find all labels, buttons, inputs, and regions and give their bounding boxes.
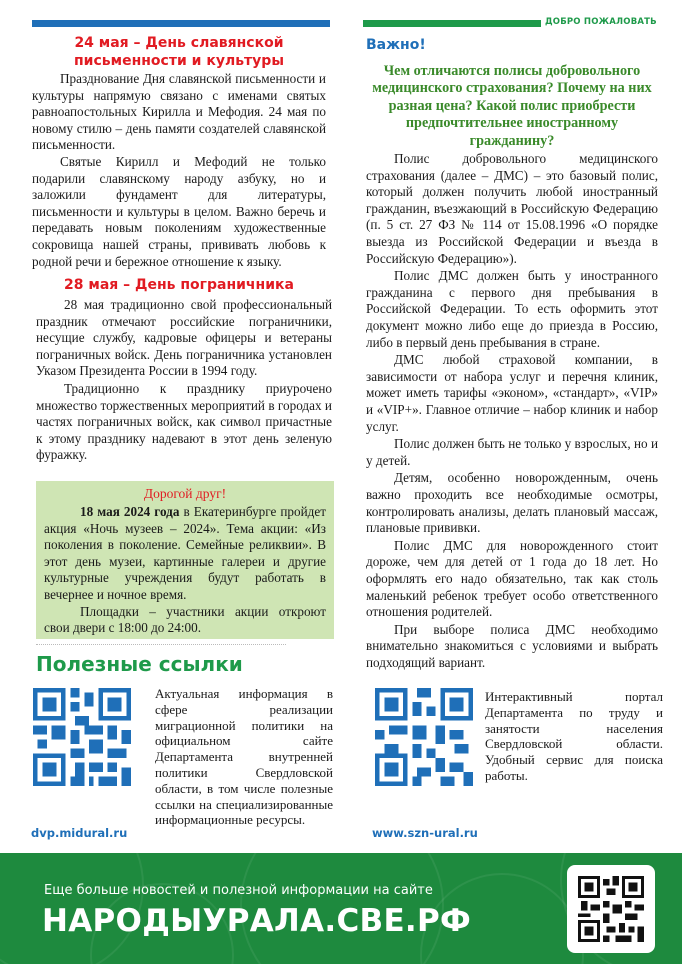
szn-ural-link[interactable]: www.szn-ural.ru <box>372 826 478 840</box>
dotted-divider <box>36 644 286 645</box>
border-guard-section <box>36 297 332 464</box>
box-title: Дорогой друг! <box>143 486 227 501</box>
top-blue-bar <box>32 20 330 27</box>
welcome-label: ДОБРО ПОЖАЛОВАТЬ <box>545 17 657 27</box>
border-guard-title: 28 мая – День пограничника <box>64 277 294 294</box>
slavic-paragraph-1: Празднование Дня славянской письменности и культуры напрямую связано с именами святых равноапостольных Кирилла и Мефодия. 24 мая по новому стилю – день памяти создателей славянской письменности. <box>32 71 326 153</box>
dvp-description: Актуальная информация в сфере реализации миграционной политики на официальном сайте Департамента внутренней политики Свердловской области, в том числе полезные ссылки на специализированные информационные ресурсы. <box>155 686 333 828</box>
dms-paragraph-2: Полис ДМС должен быть у иностранного гражданина с первого дня пребывания в Российской Федерации. То есть оформить этот документ можно либо еще до приезда в Россию, либо в первый день пребывания в стране. <box>366 268 658 350</box>
border-paragraph-2: Традиционно к празднику приурочено множество торжественных мероприятий в городах и частях пограничных войск, как символ причастные к этому празднику надевают в этот день зеленую фуражку. <box>36 380 332 463</box>
important-heading: Важно! <box>366 37 426 53</box>
left-column <box>32 34 326 294</box>
dms-paragraph-1: Полис добровольного медицинского страхования (далее – ДМС) – это базовый полис, который должен получить любой иностранный гражданин, въезжающий в Российскую Федерацию (п. 5 ст. 27 ФЗ № 114 от 15.08.1996 «О порядке выезда из Российской Федерации и въезда в Российскую Федерацию»). <box>366 151 658 266</box>
box-date: 18 мая 2024 года <box>80 504 180 519</box>
dms-paragraph-5: Детям, особенно новорожденным, очень важно проходить все необходимые осмотры, контролировать анализы, делать плановый массаж, плановые прививки. <box>366 470 658 536</box>
box-paragraph-1 <box>36 504 334 604</box>
museum-night-box <box>36 481 334 639</box>
footer-qr-frame <box>567 865 655 953</box>
dms-question: Чем отличаются полисы добровольного медицинского страхования? Почему на них разная цена? Какой полис приобрести предпочтительнее иностранному гражданину? <box>372 62 652 149</box>
footer-banner <box>0 853 682 964</box>
qr-code-icon[interactable] <box>578 876 644 942</box>
top-green-bar <box>363 20 541 27</box>
dvp-midural-link[interactable]: dvp.midural.ru <box>31 826 128 840</box>
border-paragraph-1: 28 мая традиционно свой профессиональный праздник отмечают российские пограничники, несущие службу, кадровые офицеры и ветераны пограничных войск. День пограничника установлен Указом Президента России в 1994 году. <box>36 297 332 379</box>
slavic-day-title: 24 мая – День славянской письменности и культуры <box>74 35 284 69</box>
dms-paragraph-3: ДМС любой страховой компании, в зависимости от набора услуг и перечня клиник, может иметь тарифы «эконом», «стандарт», «VIP» и «VIP+». Главное отличие – набор клиник и набор услуг. <box>366 352 658 434</box>
footer-site-link[interactable]: НАРОДЫУРАЛА.СВЕ.РФ <box>42 903 472 939</box>
useful-links-title: Полезные ссылки <box>36 652 243 676</box>
right-column <box>366 37 658 672</box>
slavic-paragraph-2: Святые Кирилл и Мефодий не только подарили славянскому народу азбуку, но и заложили фундамент для литературы, письменности и культуры в целом. Важно беречь и передавать новым поколениям художественные сокровища нашей страны, прививать любовь к родной речи и бережное отношение к языку. <box>32 153 326 269</box>
box-paragraph-2: Площадки – участники акции откроют свои двери с 18:00 до 24:00. <box>44 603 326 636</box>
qr-code-icon[interactable] <box>33 688 131 786</box>
qr-code-icon[interactable] <box>375 688 473 786</box>
footer-subtitle: Еще больше новостей и полезной информации на сайте <box>44 883 433 898</box>
dms-paragraph-6: Полис ДМС для новорожденного стоит дороже, чем для детей от 1 года до 18 лет. Но оформлять его надо обязательно, так как столь маленький ребенок требует особо ответственного отношения родителей. <box>366 537 658 620</box>
dms-paragraph-7: При выборе полиса ДМС необходимо внимательно знакомиться с условиями и выбрать подходящий вариант. <box>366 621 658 670</box>
box-paragraph-1-text: в Екатеринбурге пройдет акция «Ночь музеев – 2024». Тема акции: «Из поколения в поколение. Семейные реликвии». В этот день музеи, картинные галереи и другие культурные учреждения будут работать в вечернее и ночное время. <box>44 504 327 602</box>
dms-paragraph-4: Полис должен быть не только у взрослых, но и у детей. <box>366 436 658 468</box>
szn-description: Интерактивный портал Департамента по труду и занятости населения Свердловской области. Удобный сервис для поиска работы. <box>485 689 663 783</box>
